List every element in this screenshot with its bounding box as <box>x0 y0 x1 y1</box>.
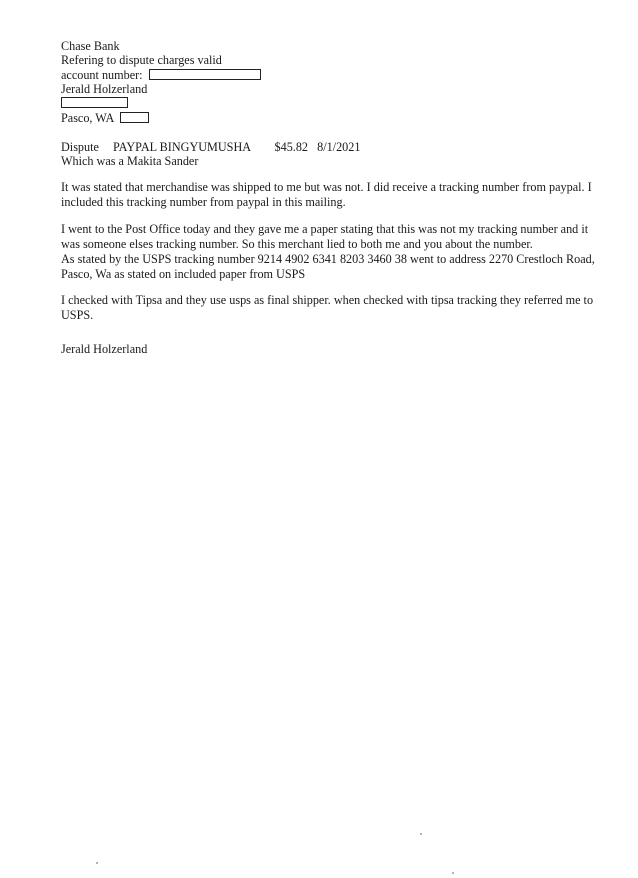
dispute-line <box>61 140 360 154</box>
paragraph-2-line-4: Pasco, Wa as stated on included paper from USPS <box>61 267 306 281</box>
street-address-redaction <box>61 97 128 108</box>
account-number-line <box>61 68 261 82</box>
dispute-date: 8/1/2021 <box>317 140 361 154</box>
signature-name: Jerald Holzerland <box>61 342 148 356</box>
subject-line: Refering to dispute charges valid <box>61 53 222 67</box>
bank-name: Chase Bank <box>61 39 120 53</box>
scan-speck <box>96 862 98 864</box>
dispute-amount: $45.82 <box>274 140 309 154</box>
paragraph-2-line-1: I went to the Post Office today and they gave me a paper stating that this was not my tracking number and it <box>61 222 589 236</box>
city-text: Pasco, WA <box>61 111 114 125</box>
dispute-label: Dispute <box>61 140 99 154</box>
paragraph-2-line-3: As stated by the USPS tracking number 9214 4902 6341 8203 3460 38 went to address 2270 Crestloch Road, <box>61 252 595 266</box>
account-number-redaction <box>149 69 261 80</box>
paragraph-3-line-2: USPS. <box>61 308 94 322</box>
paragraph-3-line-1: I checked with Tipsa and they use usps as final shipper. when checked with tipsa tracking they referred me to <box>61 293 594 307</box>
scan-speck <box>420 833 422 835</box>
dispute-merchant: PAYPAL BINGYUMUSHA <box>113 140 251 154</box>
paragraph-1-line-2: included this tracking number from paypal in this mailing. <box>61 195 346 209</box>
dispute-item-line: Which was a Makita Sander <box>61 154 199 168</box>
scan-speck <box>452 872 454 874</box>
paragraph-2-line-2: was someone elses tracking number. So this merchant lied to both me and you about the number. <box>61 237 533 251</box>
sender-name: Jerald Holzerland <box>61 82 148 96</box>
paragraph-1-line-1: It was stated that merchandise was shipped to me but was not. I did receive a tracking number from paypal. I <box>61 180 592 194</box>
zip-redaction <box>120 112 149 123</box>
city-line <box>61 111 149 125</box>
street-address-line <box>61 96 128 110</box>
account-number-label: account number: <box>61 68 143 82</box>
